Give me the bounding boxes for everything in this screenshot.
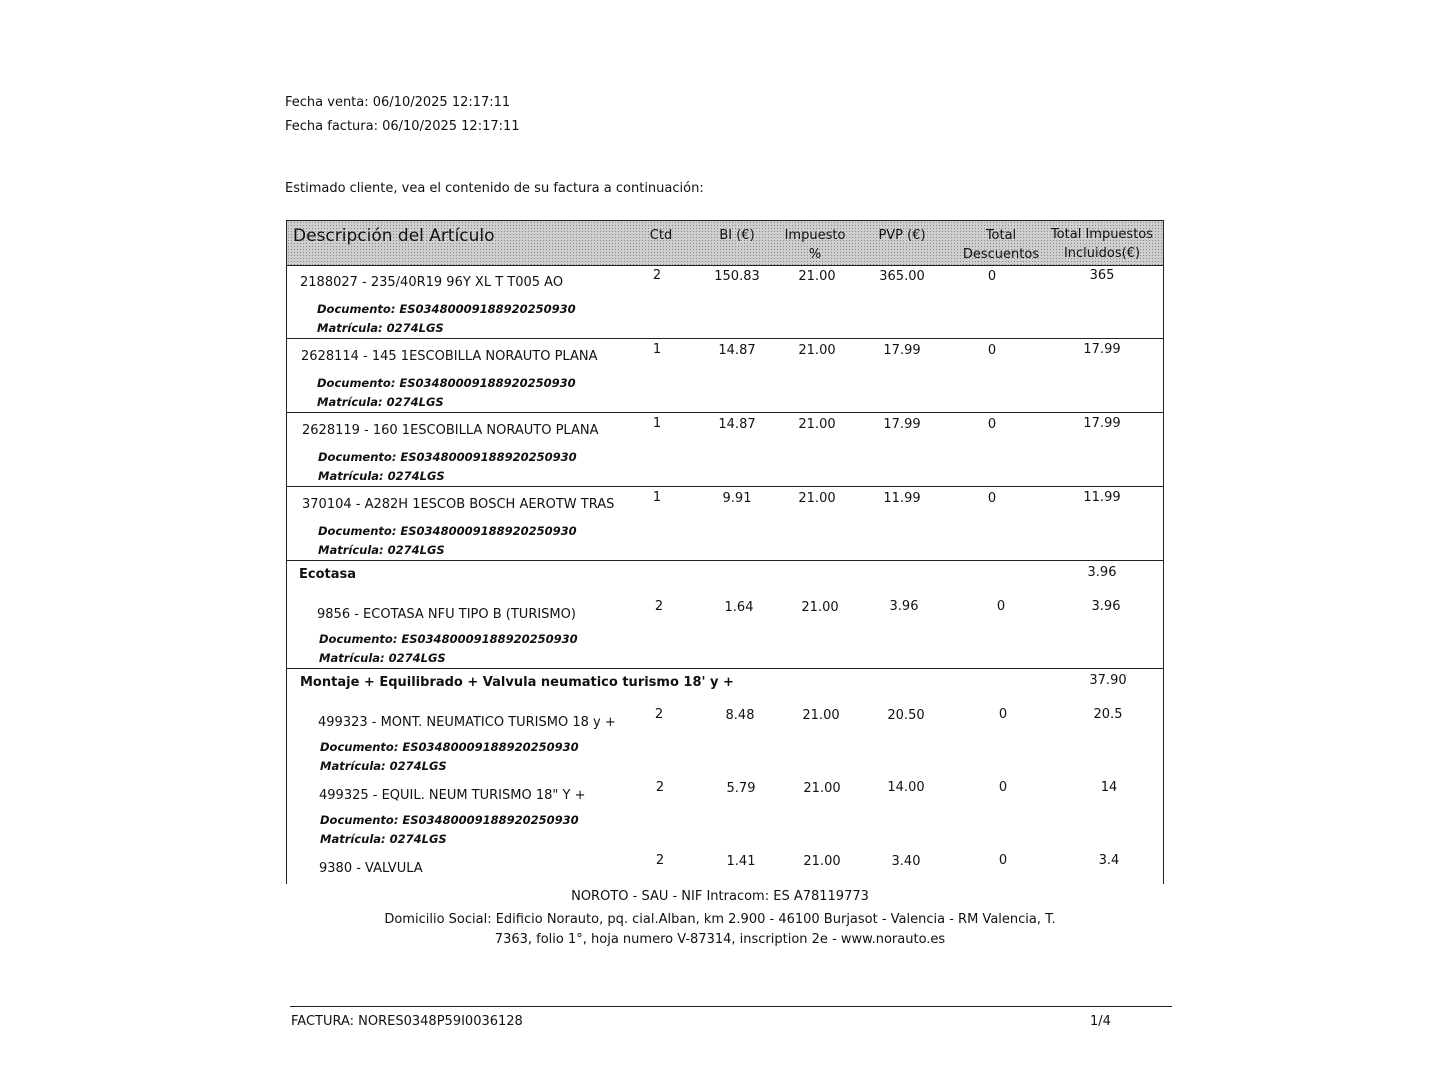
item-bi: 14.87 <box>718 343 756 358</box>
item-pvp: 20.50 <box>887 708 925 723</box>
item-ctd: 2 <box>654 707 664 722</box>
col-descripcion: Descripción del Artículo <box>293 226 495 246</box>
invoice-table <box>286 220 1164 884</box>
item-descuento: 0 <box>987 491 997 506</box>
item-matricula: Matrícula: 0274LGS <box>318 469 445 483</box>
item-bi: 5.79 <box>726 781 756 796</box>
col-impuesto-line2: % <box>808 247 822 262</box>
col-impuesto-line1: Impuesto <box>784 228 846 243</box>
item-impuesto: 21.00 <box>798 491 836 506</box>
item-impuesto: 21.00 <box>802 708 840 723</box>
item-ctd: 1 <box>652 416 662 431</box>
item-description: 9380 - VALVULA <box>319 861 423 876</box>
item-description: 2188027 - 235/40R19 96Y XL T T005 AO <box>300 275 564 290</box>
item-ctd: 2 <box>654 599 664 614</box>
fecha-venta: Fecha venta: 06/10/2025 12:17:11 <box>285 95 511 110</box>
page-number: 1/4 <box>1090 1014 1111 1029</box>
item-matricula: Matrícula: 0274LGS <box>317 395 444 409</box>
item-bi: 1.64 <box>724 600 754 615</box>
group-title: Ecotasa <box>299 567 357 582</box>
item-bi: 150.83 <box>714 269 760 284</box>
item-bi: 1.41 <box>726 854 756 869</box>
item-matricula: Matrícula: 0274LGS <box>318 543 445 557</box>
item-pvp: 11.99 <box>883 491 921 506</box>
item-impuesto: 21.00 <box>798 417 836 432</box>
item-bi: 14.87 <box>718 417 756 432</box>
col-ctd: Ctd <box>649 228 673 243</box>
item-description: 499323 - MONT. NEUMATICO TURISMO 18 y + <box>318 715 616 730</box>
col-total-line2: Incluidos(€) <box>1063 246 1141 261</box>
group-title: Montaje + Equilibrado + Valvula neumatico turismo 18' y + <box>300 675 734 690</box>
ecotasa-group <box>287 561 1163 669</box>
col-descuentos-line1: Total <box>985 228 1017 243</box>
item-ctd: 1 <box>652 342 662 357</box>
item-impuesto: 21.00 <box>803 781 841 796</box>
item-description: 499325 - EQUIL. NEUM TURISMO 18" Y + <box>319 788 586 803</box>
footer-company: NOROTO - SAU - NIF Intracom: ES A78119773 <box>571 889 869 904</box>
item-total: 11.99 <box>1083 490 1121 505</box>
item-documento: Documento: ES03480009188920250930 <box>317 376 576 390</box>
item-descuento: 0 <box>987 343 997 358</box>
table-row <box>287 487 1163 561</box>
item-matricula: Matrícula: 0274LGS <box>317 321 444 335</box>
item-total: 17.99 <box>1083 416 1121 431</box>
item-impuesto: 21.00 <box>798 343 836 358</box>
item-total: 14 <box>1100 780 1118 795</box>
item-descuento: 0 <box>987 269 997 284</box>
item-total: 3.96 <box>1091 599 1121 614</box>
item-impuesto: 21.00 <box>801 600 839 615</box>
item-documento: Documento: ES03480009188920250930 <box>317 302 576 316</box>
col-bi: BI (€) <box>719 228 755 243</box>
table-header <box>287 221 1163 266</box>
item-ctd: 1 <box>652 490 662 505</box>
item-total: 20.5 <box>1093 707 1123 722</box>
item-matricula: Matrícula: 0274LGS <box>320 759 447 773</box>
col-descuentos-line2: Descuentos <box>962 247 1040 262</box>
item-pvp: 365.00 <box>879 269 925 284</box>
item-descuento: 0 <box>998 707 1008 722</box>
item-total: 365 <box>1089 268 1115 283</box>
item-matricula: Matrícula: 0274LGS <box>319 651 446 665</box>
item-descuento: 0 <box>998 780 1008 795</box>
item-pvp: 14.00 <box>887 780 925 795</box>
footer-address-1: Domicilio Social: Edificio Norauto, pq. cial.Alban, km 2.900 - 46100 Burjasot - Valencia - RM Valencia, T. <box>384 912 1056 927</box>
item-ctd: 2 <box>655 853 665 868</box>
item-documento: Documento: ES03480009188920250930 <box>320 740 579 754</box>
item-pvp: 3.40 <box>891 854 921 869</box>
item-ctd: 2 <box>652 268 662 283</box>
item-documento: Documento: ES03480009188920250930 <box>318 450 577 464</box>
item-documento: Documento: ES03480009188920250930 <box>320 813 579 827</box>
item-description: 370104 - A282H 1ESCOB BOSCH AEROTW TRAS <box>302 497 615 512</box>
item-descuento: 0 <box>998 853 1008 868</box>
item-description: 9856 - ECOTASA NFU TIPO B (TURISMO) <box>317 607 576 622</box>
item-bi: 9.91 <box>722 491 752 506</box>
table-row <box>287 339 1163 413</box>
intro-text: Estimado cliente, vea el contenido de su factura a continuación: <box>285 181 704 196</box>
group-total: 37.90 <box>1089 673 1127 688</box>
item-bi: 8.48 <box>725 708 755 723</box>
item-documento: Documento: ES03480009188920250930 <box>319 632 578 646</box>
item-pvp: 17.99 <box>883 417 921 432</box>
item-pvp: 3.96 <box>889 599 919 614</box>
item-pvp: 17.99 <box>883 343 921 358</box>
item-ctd: 2 <box>655 780 665 795</box>
factura-number: FACTURA: NORES0348P59I0036128 <box>291 1014 523 1029</box>
footer-address-2: 7363, folio 1°, hoja numero V-87314, inscription 2e - www.norauto.es <box>494 932 946 947</box>
group-total: 3.96 <box>1087 565 1117 580</box>
fecha-factura: Fecha factura: 06/10/2025 12:17:11 <box>285 119 520 134</box>
item-descuento: 0 <box>987 417 997 432</box>
item-descuento: 0 <box>996 599 1006 614</box>
item-impuesto: 21.00 <box>803 854 841 869</box>
col-descuentos <box>961 226 1041 264</box>
col-total-line1: Total Impuestos <box>1050 227 1154 242</box>
item-description: 2628114 - 145 1ESCOBILLA NORAUTO PLANA <box>301 349 598 364</box>
item-description: 2628119 - 160 1ESCOBILLA NORAUTO PLANA <box>302 423 599 438</box>
item-total: 17.99 <box>1083 342 1121 357</box>
table-row <box>287 413 1163 487</box>
col-total <box>1047 225 1157 263</box>
item-matricula: Matrícula: 0274LGS <box>320 832 447 846</box>
item-documento: Documento: ES03480009188920250930 <box>318 524 577 538</box>
col-pvp: PVP (€) <box>878 228 926 243</box>
item-total: 3.4 <box>1098 853 1120 868</box>
item-impuesto: 21.00 <box>798 269 836 284</box>
montaje-group <box>287 669 1163 884</box>
table-row <box>287 265 1163 339</box>
col-impuesto <box>775 226 855 264</box>
footer-divider <box>290 1006 1172 1007</box>
